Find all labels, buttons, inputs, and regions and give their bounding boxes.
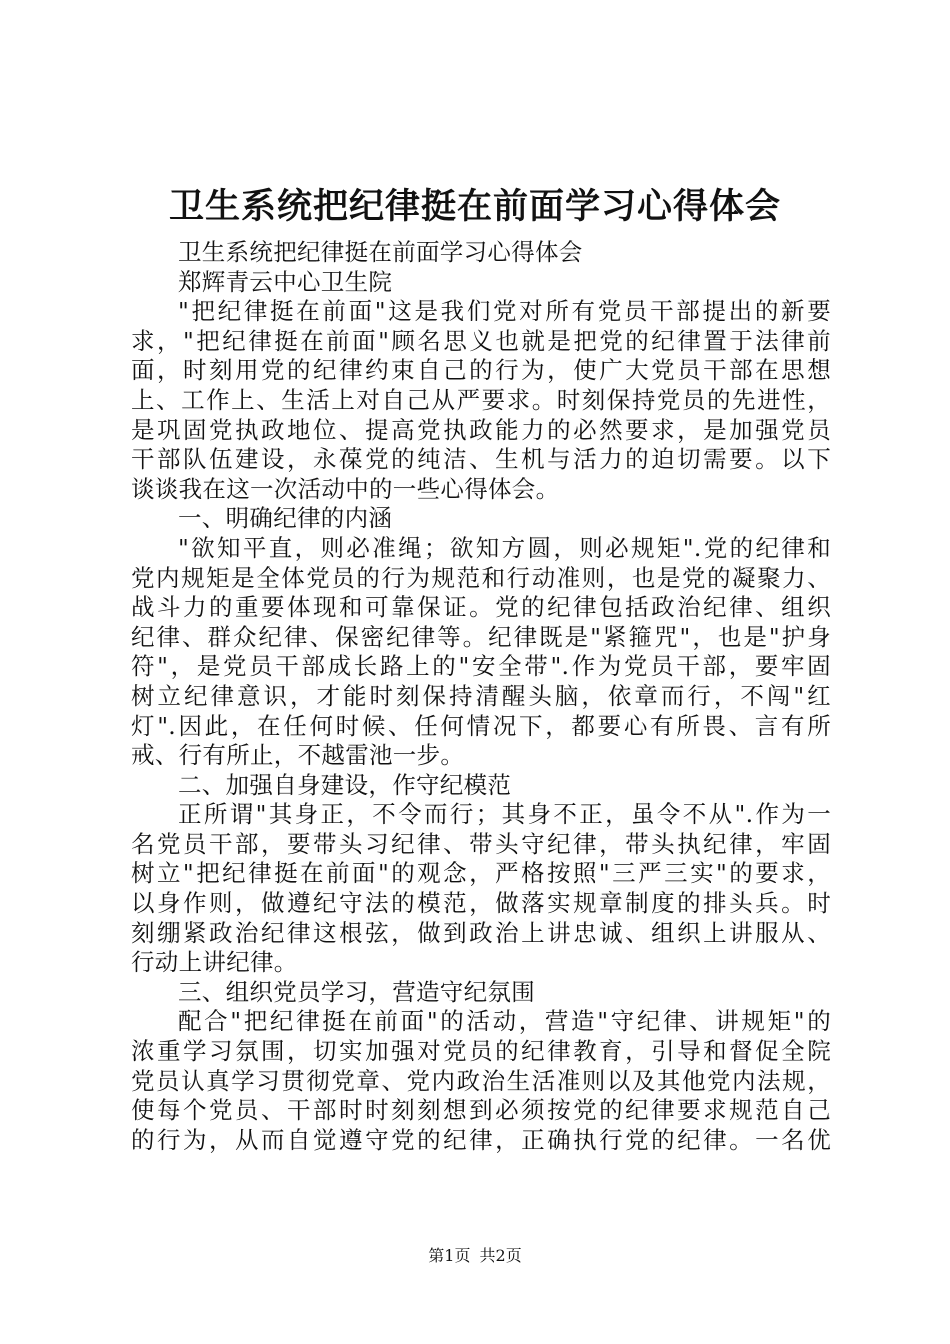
text-line: 树立"把纪律挺在前面"的观念，严格按照"三严三实"的要求，	[131, 859, 831, 888]
document-body	[131, 238, 831, 1155]
text-line: 求，"把纪律挺在前面"顾名思义也就是把党的纪律置于法律前	[131, 326, 831, 355]
text-line: 面，时刻用党的纪律约束自己的行为，使广大党员干部在思想	[131, 356, 831, 385]
text-line: 的行为，从而自觉遵守党的纪律，正确执行党的纪律。一名优	[131, 1125, 831, 1154]
text-line: 名党员干部，要带头习纪律、带头守纪律，带头执纪律，牢固	[131, 829, 831, 858]
text-line: 干部队伍建设，永葆党的纯洁、生机与活力的迫切需要。以下	[131, 445, 831, 474]
text-line: "把纪律挺在前面"这是我们党对所有党员干部提出的新要	[178, 297, 831, 326]
text-line: 浓重学习氛围，切实加强对党员的纪律教育，引导和督促全院	[131, 1037, 831, 1066]
text-line: 行动上讲纪律。	[131, 948, 298, 977]
text-line: 三、组织党员学习，营造守纪氛围	[178, 977, 535, 1006]
text-line: 党内规矩是全体党员的行为规范和行动准则，也是党的凝聚力、	[131, 563, 831, 592]
text-line: 配合"把纪律挺在前面"的活动，营造"守纪律、讲规矩"的	[178, 1007, 831, 1036]
text-line: 戒、行有所止，不越雷池一步。	[131, 741, 465, 770]
text-line: 谈谈我在这一次活动中的一些心得体会。	[131, 474, 560, 503]
text-line: 符"，是党员干部成长路上的"安全带".作为党员干部，要牢固	[131, 652, 831, 681]
document-title: 卫生系统把纪律挺在前面学习心得体会	[168, 187, 781, 227]
page-total: 共2页	[479, 1246, 522, 1265]
page-number: 第1页	[428, 1246, 471, 1265]
text-line: 纪律、群众纪律、保密纪律等。纪律既是"紧箍咒"，也是"护身	[131, 622, 831, 651]
text-line: 党员认真学习贯彻党章、党内政治生活准则以及其他党内法规，	[131, 1066, 831, 1095]
text-line: 一、明确纪律的内涵	[178, 504, 393, 533]
text-line: 战斗力的重要体现和可靠保证。党的纪律包括政治纪律、组织	[131, 593, 831, 622]
text-line: 卫生系统把纪律挺在前面学习心得体会	[178, 238, 583, 266]
text-line: "欲知平直，则必准绳；欲知方圆，则必规矩".党的纪律和	[178, 533, 831, 562]
text-line: 灯".因此，在任何时候、任何情况下，都要心有所畏、言有所	[131, 711, 831, 740]
text-line: 郑辉青云中心卫生院	[178, 267, 393, 296]
page-footer	[0, 1246, 950, 1266]
text-line: 是巩固党执政地位、提高党执政能力的必然要求，是加强党员	[131, 415, 831, 444]
text-line: 树立纪律意识，才能时刻保持清醒头脑，依章而行，不闯"红	[131, 681, 831, 710]
text-line: 正所谓"其身正，不令而行；其身不正，虽令不从".作为一	[178, 800, 831, 829]
text-line: 二、加强自身建设，作守纪模范	[178, 770, 512, 799]
text-line: 上、工作上、生活上对自己从严要求。时刻保持党员的先进性，	[131, 385, 831, 414]
text-line: 以身作则，做遵纪守法的模范，做落实规章制度的排头兵。时	[131, 889, 831, 918]
text-line: 使每个党员、干部时时刻刻想到必须按党的纪律要求规范自己	[131, 1096, 831, 1125]
text-line: 刻绷紧政治纪律这根弦，做到政治上讲忠诚、组织上讲服从、	[131, 918, 831, 947]
